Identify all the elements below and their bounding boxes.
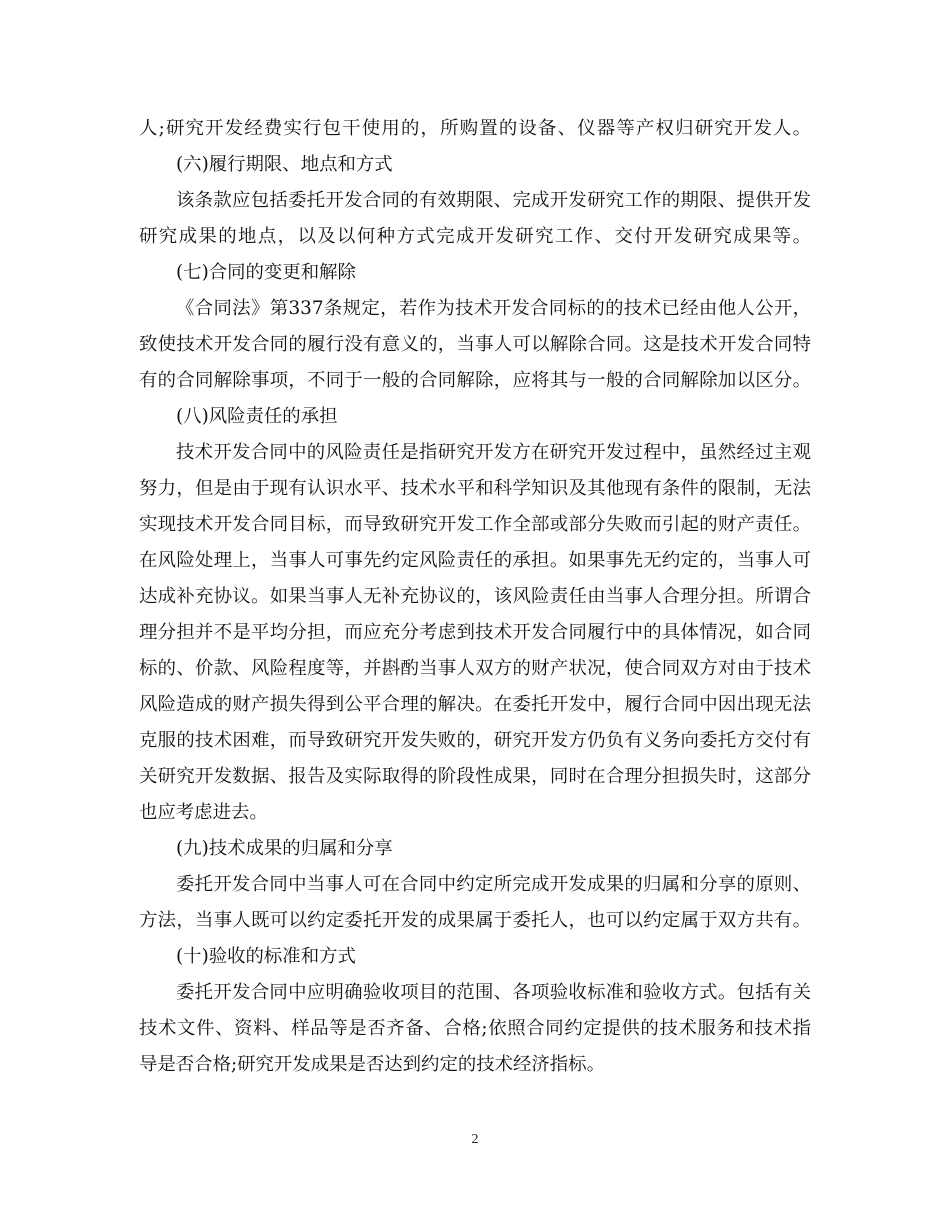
section-heading-6: (六)履行期限、地点和方式 xyxy=(176,154,393,175)
document-body xyxy=(139,111,811,1083)
paragraph-line: 风险造成的财产损失得到公平合理的解决。在委托开发中，履行合同中因出现无法 xyxy=(139,694,811,715)
paragraph-line: 委托开发合同中当事人可在合同中约定所完成开发成果的归属和分享的原则、 xyxy=(176,874,811,895)
section-heading-7: (七)合同的变更和解除 xyxy=(176,262,356,283)
section-heading-9: (九)技术成果的归属和分享 xyxy=(176,838,393,859)
paragraph-line: 方法，当事人既可以约定委托开发的成果属于委托人，也可以约定属于双方共有。 xyxy=(139,910,811,931)
paragraph-line: 致使技术开发合同的履行没有意义的，当事人可以解除合同。这是技术开发合同特 xyxy=(139,334,811,355)
paragraph-line: 标的、价款、风险程度等，并斟酌当事人双方的财产状况，使合同双方对由于技术 xyxy=(139,658,811,679)
paragraph-line: 达成补充协议。如果当事人无补充协议的，该风险责任由当事人合理分担。所谓合 xyxy=(139,586,811,607)
paragraph-line: 在风险处理上，当事人可事先约定风险责任的承担。如果事先无约定的，当事人可 xyxy=(139,550,811,571)
paragraph-line: 理分担并不是平均分担，而应充分考虑到技术开发合同履行中的具体情况，如合同 xyxy=(139,622,811,643)
paragraph-line: 《合同法》第337条规定，若作为技术开发合同标的的技术已经由他人公开， xyxy=(176,298,811,319)
section-heading-8: (八)风险责任的承担 xyxy=(176,406,338,427)
paragraph-line: 努力，但是由于现有认识水平、技术水平和科学知识及其他现有条件的限制，无法 xyxy=(139,478,811,499)
page-number: 2 xyxy=(471,1132,479,1147)
paragraph-line: 关研究开发数据、报告及实际取得的阶段性成果，同时在合理分担损失时，这部分 xyxy=(139,766,811,787)
paragraph-line: 技术文件、资料、样品等是否齐备、合格;依照合同约定提供的技术服务和技术指 xyxy=(139,1018,811,1039)
paragraph-line: 有的合同解除事项，不同于一般的合同解除，应将其与一般的合同解除加以区分。 xyxy=(139,370,811,391)
paragraph-line: 技术开发合同中的风险责任是指研究开发方在研究开发过程中，虽然经过主观 xyxy=(176,442,811,463)
paragraph-line: 克服的技术困难，而导致研究开发失败的，研究开发方仍负有义务向委托方交付有 xyxy=(139,730,811,751)
paragraph-line: 研究成果的地点，以及以何种方式完成开发研究工作、交付开发研究成果等。 xyxy=(139,226,811,247)
paragraph-line: 也应考虑进去。 xyxy=(139,802,268,823)
paragraph-line: 该条款应包括委托开发合同的有效期限、完成开发研究工作的期限、提供开发 xyxy=(176,190,811,211)
paragraph-line: 委托开发合同中应明确验收项目的范围、各项验收标准和验收方式。包括有关 xyxy=(176,982,811,1003)
paragraph-line: 人;研究开发经费实行包干使用的，所购置的设备、仪器等产权归研究开发人。 xyxy=(139,118,811,139)
paragraph-line: 实现技术开发合同目标，而导致研究开发工作全部或部分失败而引起的财产责任。 xyxy=(139,514,811,535)
section-heading-10: (十)验收的标准和方式 xyxy=(176,946,356,967)
paragraph-line: 导是否合格;研究开发成果是否达到约定的技术经济指标。 xyxy=(139,1054,605,1075)
